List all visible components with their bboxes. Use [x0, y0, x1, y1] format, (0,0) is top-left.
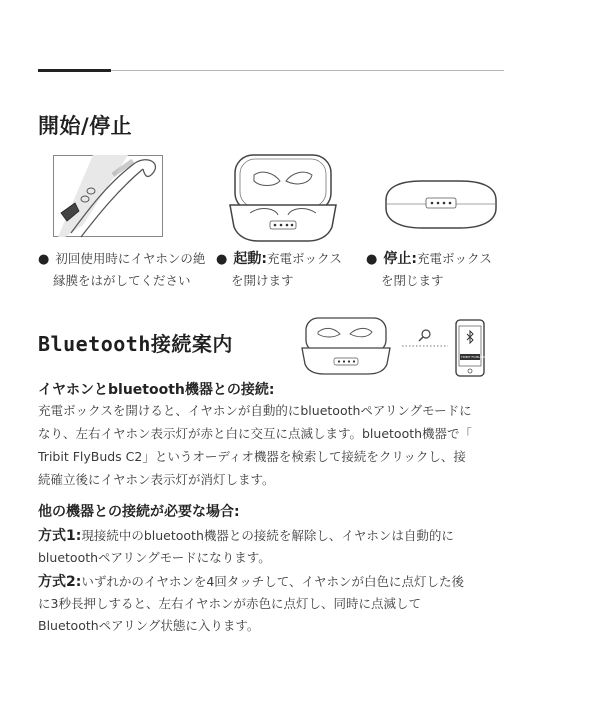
method2-line3: Bluetoothペアリング状態に入ります。	[38, 618, 260, 633]
bullet-text-line2: を開けます	[231, 273, 294, 288]
method1-block	[38, 524, 508, 570]
para-line: Tribit FlyBuds C2」というオーディオ機器を検索して接続をクリックし、接	[38, 449, 466, 464]
subheading-other-device: 他の機器との接続が必要な場合:	[38, 504, 240, 520]
bt-pairing-illustration	[300, 316, 500, 380]
bullet-dot: ●	[216, 252, 228, 267]
section-title-bluetooth: Bluetooth接続案内	[38, 332, 233, 356]
bullet-text: 充電ボックス	[266, 251, 342, 266]
bullet-label-power-off: 停止:	[383, 251, 417, 267]
bullet-dot: ●	[38, 252, 50, 267]
para-line: なり、左右イヤホン表示灯が赤と白に交互に点滅します。bluetooth機器で「	[38, 426, 473, 441]
bullet-power-on	[216, 248, 366, 292]
bullet-label-power-on: 起動:	[233, 251, 267, 267]
para-line: 続確立後にイヤホン表示灯が消灯します。	[38, 472, 275, 487]
section-title-start-stop: 開始/停止	[38, 114, 133, 138]
method2-line2: に3秒長押しすると、左右イヤホンが赤色に点灯し、同時に点滅して	[38, 596, 421, 611]
earbud-film-icon	[53, 155, 163, 237]
bullet-text-line2: を閉じます	[381, 273, 444, 288]
method2-block	[38, 570, 508, 640]
open-case-icon	[228, 153, 338, 243]
earbud-film-illustration	[53, 155, 163, 237]
para-line: 充電ボックスを開けると、イヤホンが自動的にbluetoothペアリングモードに	[38, 403, 472, 418]
bullet-remove-film	[38, 248, 208, 292]
method1-label: 方式1:	[38, 528, 82, 544]
bullet-text: 充電ボックス	[416, 251, 492, 266]
method2-label: 方式2:	[38, 574, 82, 590]
open-case-illustration	[228, 153, 338, 243]
method1-line2: bluetoothペアリングモードになります。	[38, 550, 271, 565]
method1-line1: 現接続中のbluetooth機器との接続を解除し、イヤホンは自動的に	[81, 528, 454, 543]
bullet-text-line2: 縁膜をはがしてください	[53, 273, 191, 288]
bullet-power-off	[366, 248, 516, 292]
bullet-dot: ●	[366, 252, 378, 267]
para-bt-connect	[38, 399, 508, 491]
subheading-bt-connect: イヤホンとbluetooth機器との接続:	[38, 382, 275, 398]
phone-device-label: TRIBIT FLYBUDS C2	[461, 355, 490, 359]
bt-pairing-icon	[300, 316, 500, 380]
closed-case-illustration	[382, 180, 500, 230]
bullet-text-line1: 初回使用時にイヤホンの絶	[55, 251, 206, 266]
header-rule-accent	[38, 69, 111, 72]
method2-line1: いずれかのイヤホンを4回タッチして、イヤホンが白色に点灯した後	[81, 574, 465, 589]
closed-case-icon	[382, 180, 500, 230]
